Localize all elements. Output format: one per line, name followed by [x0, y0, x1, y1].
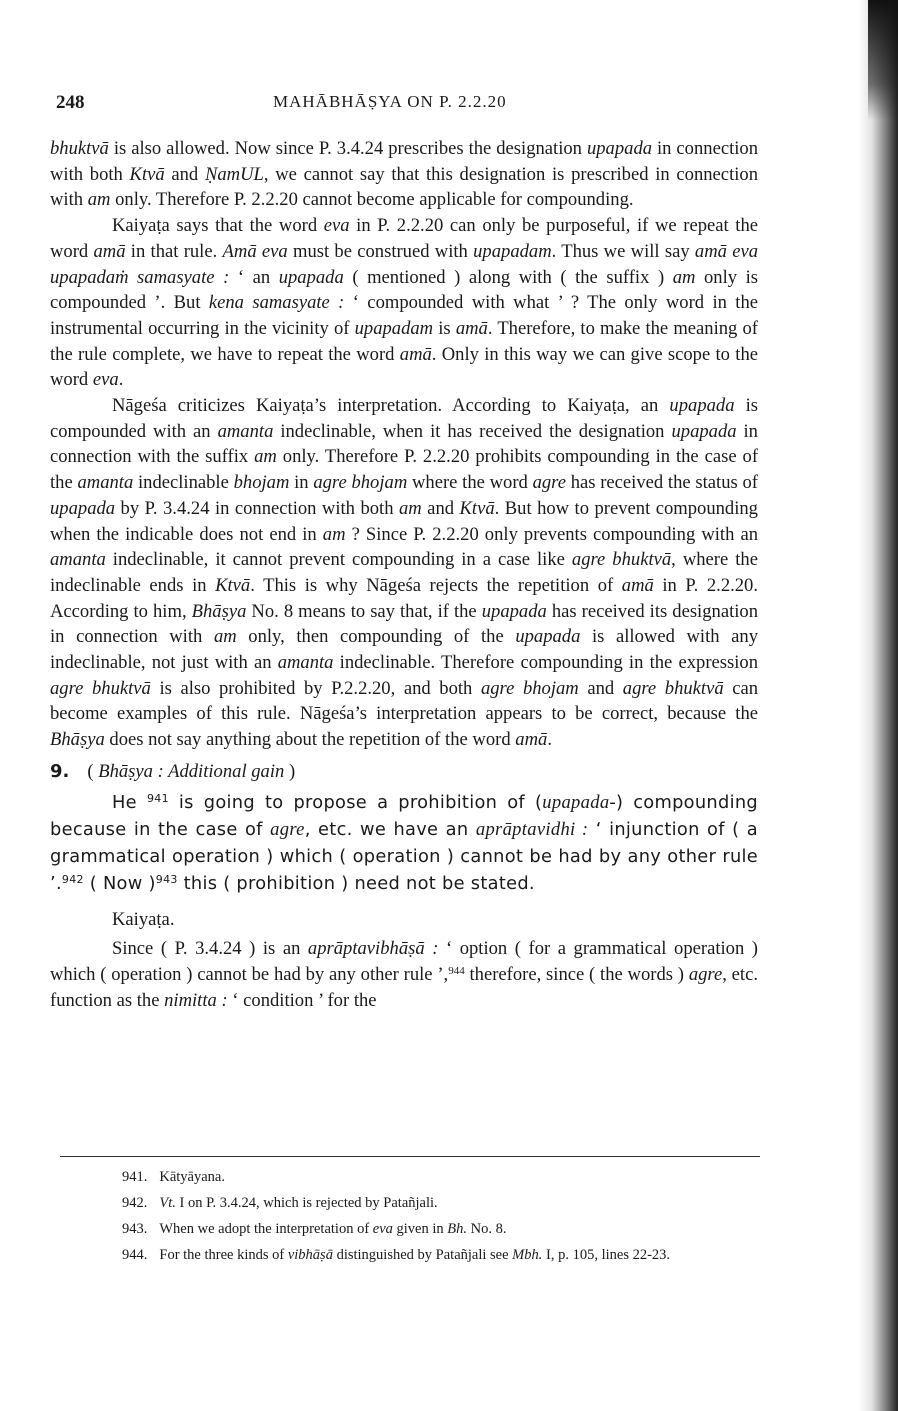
running-head: MAHĀBHĀṢYA ON P. 2.2.20: [273, 92, 507, 111]
italic-term: Ktvā: [129, 163, 165, 185]
paragraph-commentary: [50, 936, 758, 1013]
commentator-attribution: Kaiyaṭa.: [112, 908, 175, 930]
italic-term: am: [254, 446, 277, 468]
text-run: indeclinable: [133, 472, 234, 494]
text-run: , etc. we have an: [304, 818, 476, 840]
text-run: . Thus we will say: [551, 240, 695, 262]
text-run: is going to propose a prohibition of (: [168, 791, 543, 813]
text-run: Since ( P. 3.4.24 ) is an: [112, 938, 308, 960]
text-run: indeclinable. Therefore compounding in the expression: [333, 652, 759, 674]
italic-term: agre bhuktvā: [622, 677, 724, 699]
text-run: has received its designation in connection with: [50, 600, 758, 648]
text-run: indeclinable, when it has received the designation: [273, 420, 672, 442]
text-run: ‘ injunction of ( a grammatical operation ) which ( operation ) cannot be had by any other rule ’.: [50, 818, 758, 894]
footnote-942: [58, 1190, 762, 1216]
italic-term: amanta: [277, 652, 334, 674]
italic-term: am: [87, 189, 111, 211]
text-run: Kātyāyana.: [159, 1169, 225, 1185]
text-run: ): [284, 760, 296, 782]
italic-term: Ktvā: [459, 497, 495, 519]
text-run: has received the status of: [565, 472, 758, 494]
text-run: . But how to prevent compounding when the indicable does not end in: [50, 497, 758, 545]
text-run: only, then compounding of the: [236, 626, 516, 648]
italic-term: upapada-: [542, 791, 616, 813]
footnote-reference: 942: [61, 872, 84, 886]
italic-term: upapada: [671, 420, 737, 442]
text-run: , where the indeclinable ends in: [50, 549, 758, 596]
text-run: .: [118, 369, 124, 391]
italic-term: amā: [515, 729, 548, 751]
paragraph-nagesa: [50, 393, 758, 753]
text-run: therefore, since ( the words ): [464, 963, 689, 985]
italic-term: agre bhojam: [313, 472, 408, 494]
footnote-number: 942.: [122, 1195, 148, 1211]
italic-term: upapada: [481, 600, 547, 622]
text-run: ‘ an: [229, 266, 279, 288]
text-run: ? Since P. 2.2.20 only prevents compounding with an: [345, 523, 758, 545]
italic-term: Amā eva: [222, 240, 288, 262]
footnote-number: 943.: [122, 1221, 148, 1237]
footnote-944: [58, 1242, 762, 1268]
text-run: and: [164, 163, 205, 185]
paragraph-bhasya-translation: [50, 789, 758, 897]
italic-term: nimitta :: [164, 989, 228, 1011]
italic-term: upapada: [669, 395, 735, 417]
text-run: Kaiyaṭa says that the word: [112, 215, 324, 237]
text-run: in P. 2.2.20. According to him,: [50, 574, 759, 622]
italic-term: Bh.: [447, 1221, 468, 1237]
text-run: in: [289, 472, 314, 494]
italic-term: Ktvā: [215, 574, 251, 596]
italic-term: upapada: [586, 138, 653, 159]
text-run: No. 8.: [467, 1221, 507, 1237]
italic-term: amā: [455, 317, 488, 339]
italic-term: bhojam: [233, 472, 290, 494]
text-run: in that rule.: [125, 240, 223, 262]
text-run: distinguished by Patañjali see: [332, 1247, 513, 1263]
text-run: is also allowed. Now since P. 3.4.24 prescribes the designation: [108, 138, 587, 159]
text-run: ‘ condition ’ for the: [227, 989, 377, 1011]
text-run: is compounded with an: [50, 395, 758, 442]
text-run: ‘ option ( for a grammatical operation ) which ( operation ) cannot be had by any other rule ’,: [50, 938, 758, 985]
italic-term: amanta: [77, 472, 134, 494]
text-run: ( Now ): [83, 872, 156, 894]
section-heading: [50, 759, 758, 785]
italic-term: Bhāṣya: [50, 729, 105, 751]
footnotes: [58, 1164, 762, 1268]
text-run: . This is why Nāgeśa rejects the repetition of: [250, 574, 622, 596]
text-run: I, p. 105, lines 22-23.: [542, 1247, 671, 1263]
text-run: this ( prohibition ) need not be stated.: [177, 872, 535, 894]
italic-term: eva: [92, 369, 119, 391]
text-run: , etc. function as the: [50, 963, 758, 1011]
text-run: indeclinable, it cannot prevent compounding in a case like: [105, 549, 572, 571]
italic-term: am: [672, 266, 696, 288]
italic-term: upapadam: [473, 240, 552, 262]
page-header: [56, 92, 756, 118]
text-run: ‘ compounded with what ’ ? The only word in the instrumental occurring in the vicinity of: [50, 292, 758, 339]
footnote-943: [58, 1216, 762, 1242]
footnote-941: [58, 1164, 762, 1190]
text-run: He: [112, 791, 147, 813]
italic-term: agre bhojam: [480, 677, 579, 699]
text-run: and: [421, 497, 460, 519]
text-run: can become examples of this rule. Nāgeśa’s interpretation appears to be correct, because the: [50, 677, 759, 725]
text-run: by P. 3.4.24 in connection with both: [115, 497, 399, 519]
italic-term: amanta: [217, 420, 274, 442]
text-run: given in: [392, 1221, 448, 1237]
paragraph-continued: [50, 136, 758, 213]
text-run: Nāgeśa criticizes Kaiyaṭa’s interpretation. According to Kaiyaṭa, an: [112, 395, 670, 417]
italic-term: upapadam: [354, 317, 434, 339]
text-run: ) compounding because in the case of: [50, 791, 758, 840]
italic-term: agre bhuktvā: [571, 549, 672, 571]
italic-term: amā: [93, 240, 126, 262]
section-title: [87, 761, 295, 782]
text-run: is allowed with any indeclinable, not just with an: [50, 626, 758, 674]
italic-term: upapada: [278, 266, 344, 288]
text-run: ( mentioned ) along with ( the suffix ): [343, 266, 673, 288]
footnote-number: 944.: [122, 1247, 148, 1263]
italic-term: eva: [372, 1221, 393, 1237]
text-run: . Only in this way we can give scope to the word: [50, 343, 759, 391]
italic-term: Bhāṣya: [191, 600, 247, 622]
italic-term: agre: [688, 963, 723, 985]
text-run: No. 8 means to say that, if the: [246, 600, 482, 622]
text-run: , we cannot say that this designation is prescribed in connection with: [50, 163, 758, 211]
text-run: where the word: [407, 472, 533, 494]
italic-term: ṆamUL: [204, 163, 264, 185]
text-run: For the three kinds of: [159, 1247, 288, 1263]
footnote-reference: 941: [146, 791, 169, 805]
footnote-number: 941.: [122, 1169, 148, 1185]
italic-term: am: [322, 523, 346, 545]
text-run: (: [87, 760, 99, 782]
text-run: only. Therefore P. 2.2.20 cannot become applicable for compounding.: [110, 189, 634, 211]
italic-term: am: [398, 497, 422, 519]
italic-term: am: [213, 626, 237, 648]
text-run: only is compounded ’. But: [50, 266, 758, 314]
text-run: in connection with the suffix: [50, 420, 758, 468]
italic-term: amā: [621, 574, 654, 596]
page-corner-shadow: [868, 0, 898, 120]
page-number: 248: [56, 92, 85, 113]
text-run: and: [578, 677, 623, 699]
text-run: is also prohibited by P.2.2.20, and both: [150, 677, 481, 699]
italic-term: agre: [270, 818, 305, 840]
text-run: .: [547, 729, 552, 751]
italic-term: amā eva upapadaṁ samasyate :: [50, 240, 759, 288]
footnote-reference: 943: [155, 872, 178, 886]
body-text: [50, 136, 758, 1013]
text-run: does not say anything about the repetition of the word: [104, 729, 516, 751]
text-run: must be construed with: [287, 240, 474, 262]
text-run: in connection with both: [50, 138, 759, 185]
italic-term: agre bhuktvā: [50, 677, 151, 699]
italic-term: eva: [323, 215, 350, 237]
page-edge-shadow: [858, 0, 898, 1411]
section-number: 9.: [50, 760, 70, 782]
italic-term: upapada: [50, 497, 116, 519]
text-run: When we adopt the interpretation of: [159, 1221, 373, 1237]
italic-term: upapada: [515, 626, 581, 648]
text-run: in P. 2.2.20 can only be purposeful, if we repeat the word: [50, 215, 758, 262]
italic-term: agre: [532, 472, 566, 494]
italic-term: Bhāṣya : Additional gain: [98, 760, 285, 782]
text-run: is: [433, 317, 456, 339]
paragraph-kaiyata: [50, 213, 758, 393]
italic-term: bhuktvā: [50, 138, 109, 159]
italic-term: vibhāṣā: [287, 1247, 333, 1263]
italic-term: kena samasyate :: [208, 292, 345, 314]
italic-term: aprāptavidhi :: [475, 818, 589, 840]
text-run: only. Therefore P. 2.2.20 prohibits compounding in the case of the: [50, 446, 759, 494]
italic-term: amanta: [50, 549, 106, 571]
footnote-reference: 944: [448, 964, 465, 977]
text-run: . Therefore, to make the meaning of the rule complete, we have to repeat the word: [50, 317, 758, 365]
italic-term: Mbh.: [512, 1247, 543, 1263]
footnote-divider: [60, 1156, 760, 1157]
italic-term: Vt.: [159, 1195, 176, 1211]
italic-term: aprāptavibhāṣā :: [307, 938, 439, 960]
text-run: I on P. 3.4.24, which is rejected by Patañjali.: [175, 1195, 438, 1211]
italic-term: amā: [399, 343, 432, 365]
